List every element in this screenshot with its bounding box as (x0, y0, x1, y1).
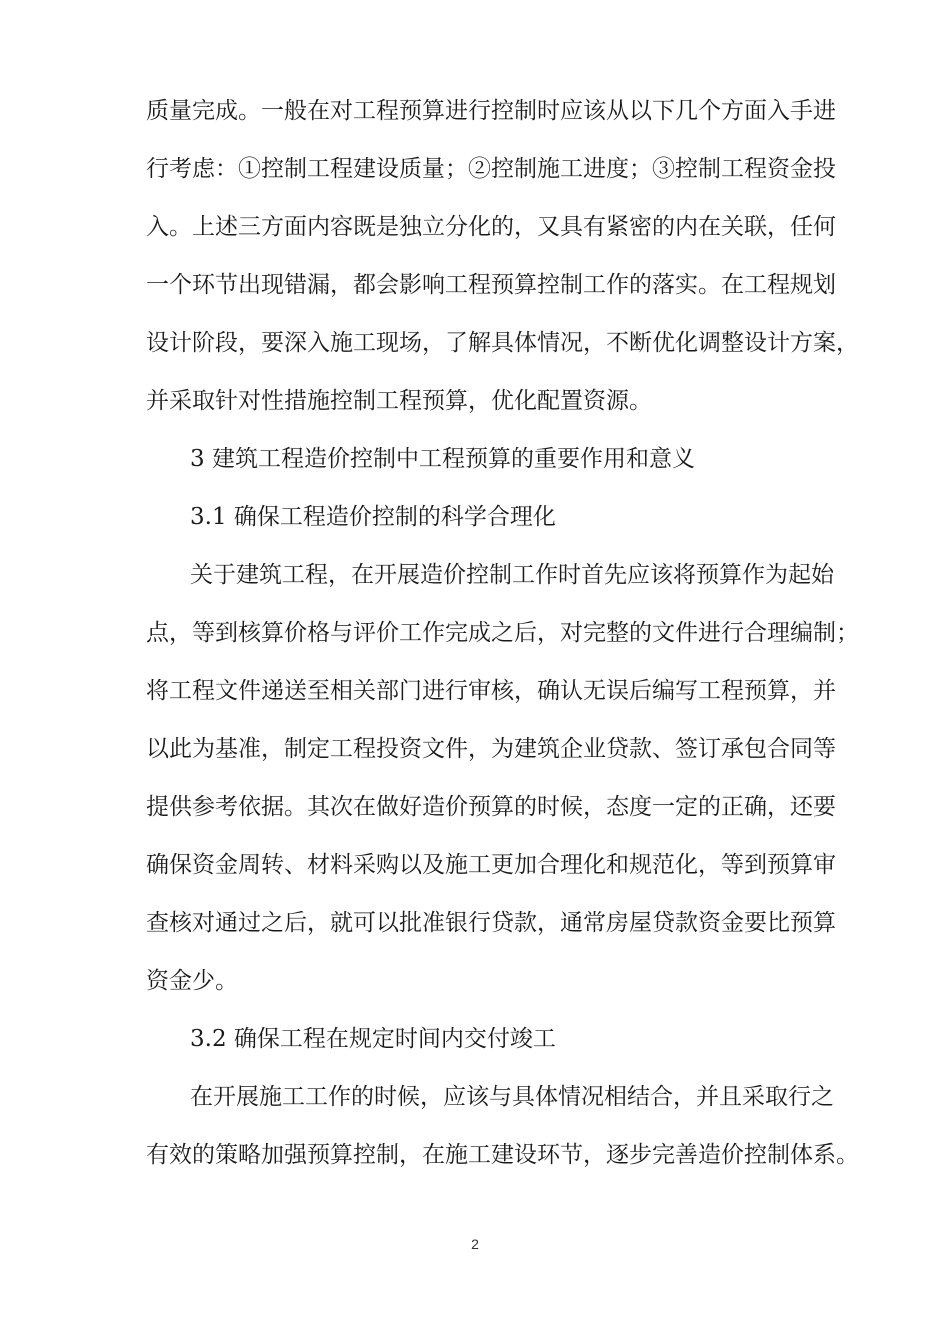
paragraph-line: 确保资金周转、材料采购以及施工更加合理化和规范化，等到预算审 (146, 852, 836, 878)
paragraph-line: 入。上述三方面内容既是独立分化的，又具有紧密的内在关联，任何 (146, 214, 836, 240)
section-heading-3-2: 3.2 确保工程在规定时间内交付竣工 (190, 1026, 556, 1052)
paragraph-line: 设计阶段，要深入施工现场，了解具体情况，不断优化调整设计方案， (146, 330, 859, 356)
paragraph-line: 质量完成。一般在对工程预算进行控制时应该从以下几个方面入手进 (146, 98, 836, 124)
paragraph-line: 资金少。 (146, 968, 238, 994)
paragraph-line: 将工程文件递送至相关部门进行审核，确认无误后编写工程预算，并 (146, 678, 836, 704)
paragraph-line: 以此为基准，制定工程投资文件，为建筑企业贷款、签订承包合同等 (146, 736, 836, 762)
paragraph-line: 点，等到核算价格与评价工作完成之后，对完整的文件进行合理编制； (146, 620, 859, 646)
page-number: 2 (471, 1236, 479, 1252)
paragraph-line: 在开展施工工作的时候，应该与具体情况相结合，并且采取行之 (190, 1084, 834, 1110)
section-heading-3: 3 建筑工程造价控制中工程预算的重要作用和意义 (190, 446, 695, 472)
paragraph-line: 提供参考依据。其次在做好造价预算的时候，态度一定的正确，还要 (146, 794, 836, 820)
paragraph-line: 并采取针对性措施控制工程预算，优化配置资源。 (146, 388, 652, 414)
section-heading-3-1: 3.1 确保工程造价控制的科学合理化 (190, 504, 556, 530)
paragraph-line: 有效的策略加强预算控制，在施工建设环节，逐步完善造价控制体系。 (146, 1142, 859, 1168)
paragraph-line: 一个环节出现错漏，都会影响工程预算控制工作的落实。在工程规划 (146, 272, 836, 298)
paragraph-line: 关于建筑工程，在开展造价控制工作时首先应该将预算作为起始 (190, 562, 834, 588)
paragraph-line: 查核对通过之后，就可以批准银行贷款，通常房屋贷款资金要比预算 (146, 910, 836, 936)
paragraph-line: 行考虑：①控制工程建设质量；②控制施工进度；③控制工程资金投 (146, 156, 836, 182)
